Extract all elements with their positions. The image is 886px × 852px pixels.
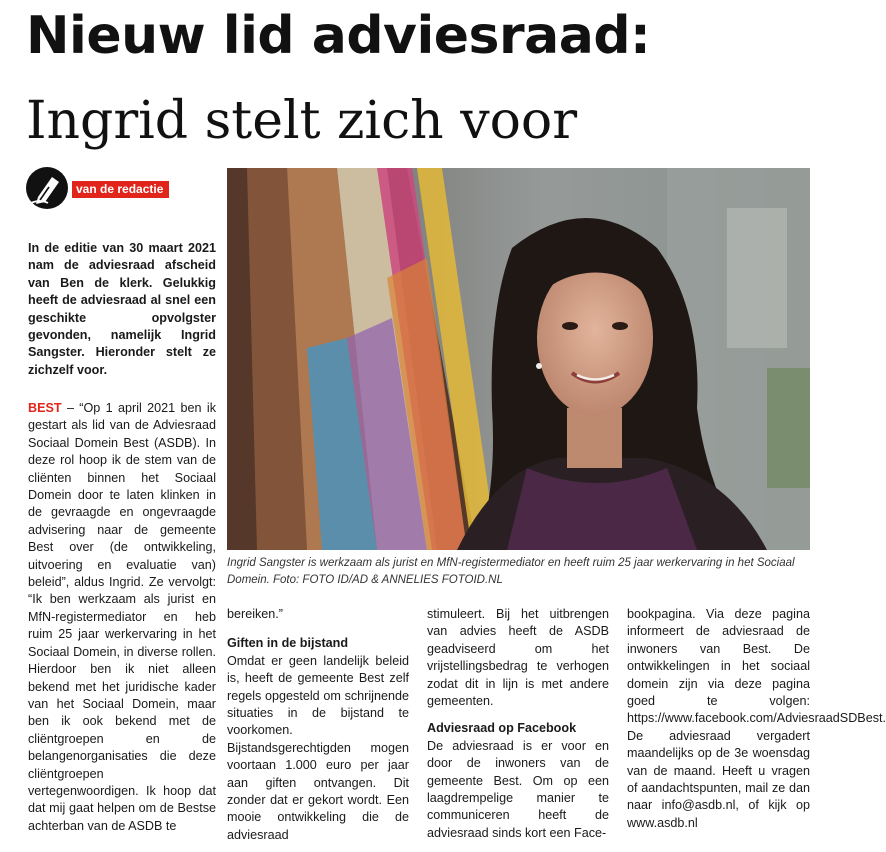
column-3-body: De adviesraad is er voor en door de inwoners van de gemeente Best. Om op een laagdrempelige manier te communiceren heeft de adviesraad sinds kort een Face- <box>427 738 609 840</box>
headline-line-1: Nieuw lid adviesraad: <box>26 6 651 66</box>
article-column-2 <box>227 606 409 844</box>
headline-line-2: Ingrid stelt zich voor <box>26 91 578 151</box>
column-2-start: bereiken.” <box>227 607 284 621</box>
subhead-facebook: Adviesraad op Facebook <box>427 721 577 736</box>
column-4-paragraph-1: bookpagina. Via deze pagina informeert de adviesraad de inwoners van Best. De ontwikkelingen in het sociaal domein zijn via deze pagina goed te volgen: https://www.facebook.com/AdviesraadSDBest. <box>627 607 886 726</box>
byline <box>26 167 186 209</box>
subhead-giften: Giften in de bijstand <box>227 636 349 651</box>
article-column-3 <box>427 606 609 842</box>
column-4-paragraph-2: De adviesraad vergadert maandelijks op de 3e woensdag van de maand. Heeft u vragen of aandachtspunten, mail ze dan naar info@asdb.nl, of kijk op www.asdb.nl <box>627 728 810 830</box>
column-3-start: stimuleert. Bij het uitbrengen van advies heeft de ASDB geadviseerd om het vrijstellingsbedrag te verhogen zodat dit in lijn is met andere gemeenten. <box>427 607 609 709</box>
article-photo <box>227 168 810 550</box>
photo-caption: Ingrid Sangster is werkzaam als jurist en MfN-registermediator en heeft ruim 25 jaar werkervaring in het Sociaal Domein. Foto: FOTO ID/AD & ANNELIES FOTOID.NL <box>227 557 795 586</box>
article-intro: In de editie van 30 maart 2021 nam de adviesraad afscheid van Ben de klerk. Gelukkig heeft de adviesraad al snel een geschikte opvolgster gevonden, namelijk Ingrid Sangster. Hieronder stelt ze zichzelf voor. <box>28 241 216 377</box>
byline-tag: van de redactie <box>72 181 169 198</box>
column-1-text: – “Op 1 april 2021 ben ik gestart als lid van de Adviesraad Sociaal Domein Best (ASDB). In deze rol hoop ik de stem van de cliënten binnen het Sociaal Domein door te laten klinken in de gevraagde en ongevraagde advisering naar de gemeente Best over (de ontwikkeling, uitvoering en evaluatie van) beleid”, aldus Ingrid. Ze vervolgt: “Ik ben werkzaam als jurist en MfN-registermediator en heb ruim 25 jaar werkervaring in het Sociaal Domein, in diverse rollen. Hierdoor ben ik niet alleen bekend met het juridische kader van het Sociaal Domein, maar ben ik ook bekend met de cliëntgroepen en de belangenorganisaties die deze cliëntgroepen vertegenwoordigen. Ik hoop dat dat mij gaat helpen om de Bestse achterban van de ASDB te <box>28 401 216 833</box>
dateline: BEST <box>28 401 62 415</box>
column-2-body: Omdat er geen landelijk beleid is, heeft de gemeente Best zelf regels opgesteld om schrijnende situaties in de bijstand te voorkomen. Bijstandsgerechtigden mogen voortaan 1.000 euro per jaar aan giften ontvangen. Dit zonder dat er gekort wordt. Een mooie ontwikkeling die de adviesraad <box>227 653 409 842</box>
article-column-4 <box>627 606 886 832</box>
article-column-1 <box>28 400 216 835</box>
pen-nib-icon <box>26 167 68 209</box>
